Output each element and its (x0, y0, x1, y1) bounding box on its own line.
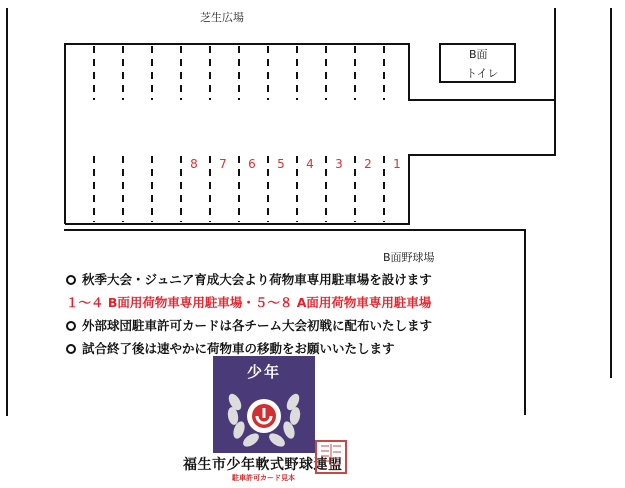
notice-item: 秋季大会・ジュニア育成大会より荷物車専用駐車場を設けます (66, 268, 432, 291)
label-shibafu-hiroba: 芝生広場 (200, 11, 244, 24)
notice-list (66, 268, 432, 360)
slot-number: 7 (219, 157, 227, 171)
circle-bullet-icon (66, 321, 76, 331)
slot-number: 1 (393, 157, 401, 171)
circle-bullet-icon (66, 344, 76, 354)
label-b-baseball-field: B面野球場 (383, 251, 435, 264)
notice-item-red: １～４ B面用荷物車専用駐車場・５～８ A面用荷物車専用駐車場 (66, 295, 432, 310)
organization-name: 福生市少年軟式野球連盟 (183, 457, 343, 473)
emblem-text: 少年 (246, 363, 281, 381)
label-b-toilet-bottom: トイレ (466, 67, 499, 80)
league-emblem (213, 356, 315, 453)
slot-number: 6 (248, 157, 256, 171)
label-b-toilet-top: B面 (469, 48, 488, 61)
notice-item: 外部球団駐車許可カードは各チーム大会初戦に配布いたします (66, 314, 432, 337)
slot-number: 8 (190, 157, 198, 171)
slot-number: 5 (277, 157, 285, 171)
seal-stamp-icon (315, 440, 347, 474)
slot-number: 2 (364, 157, 372, 171)
slot-number: 3 (335, 157, 343, 171)
card-sample-label: 駐車許可カード見本 (232, 474, 295, 482)
slot-number: 4 (306, 157, 314, 171)
notice-item: 試合終了後は速やかに荷物車の移動をお願いいたします (66, 337, 432, 360)
circle-bullet-icon (66, 275, 76, 285)
